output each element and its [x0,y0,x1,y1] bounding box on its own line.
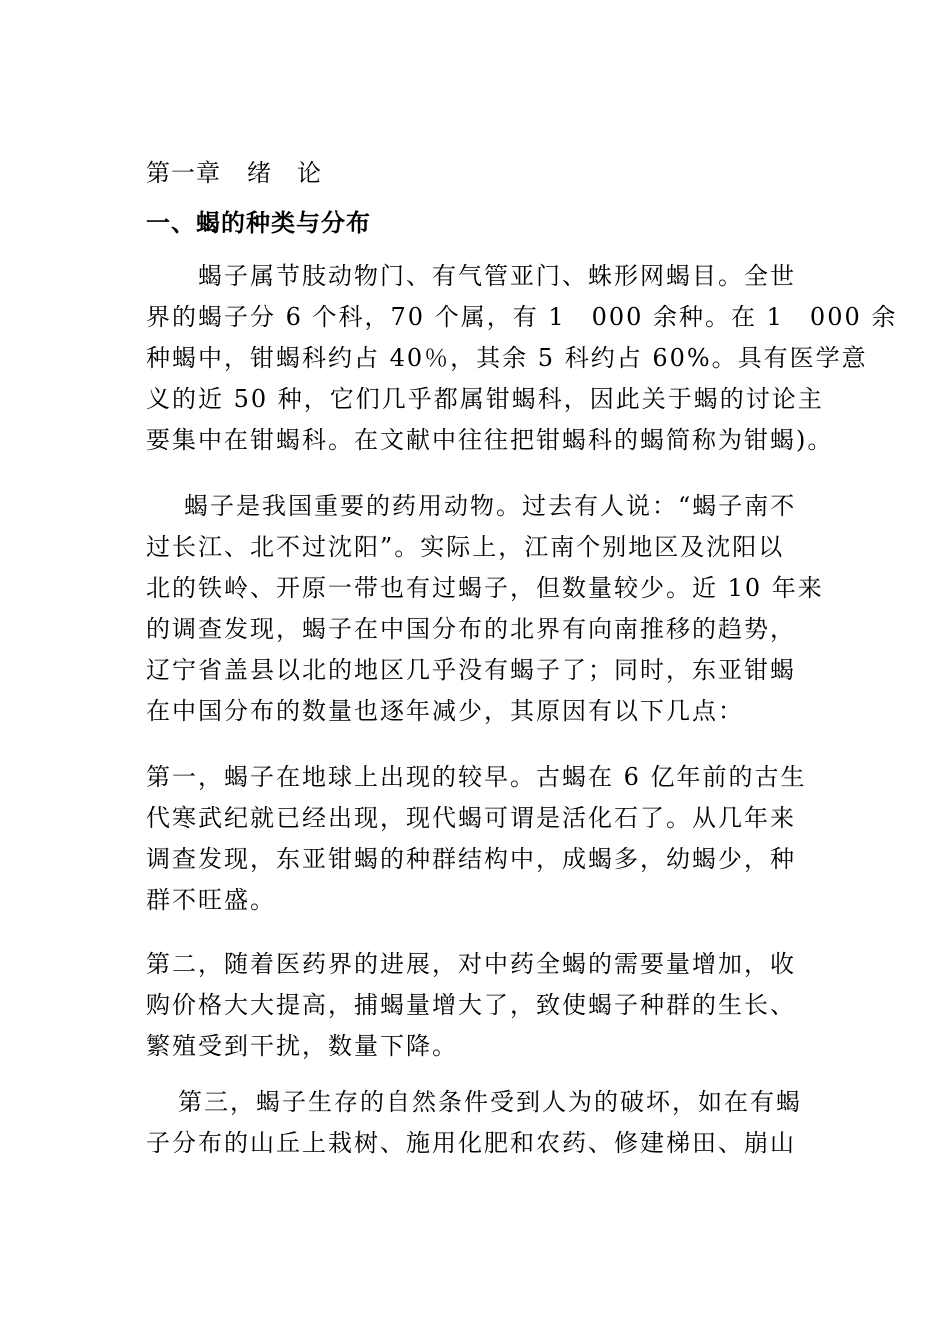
paragraph-line: 第三，蝎子生存的自然条件受到人为的破坏，如在有蝎 [178,1088,802,1116]
paragraph-line: 第二，随着医药界的进展，对中药全蝎的需要量增加，收 [146,950,796,978]
paragraph-line: 过长江、北不过沈阳”。实际上，江南个别地区及沈阳以 [146,533,785,561]
paragraph-line: 辽宁省盖县以北的地区几乎没有蝎子了；同时，东亚钳蝎 [146,656,796,684]
chapter-heading [146,156,806,190]
paragraph-line: 要集中在钳蝎科。在文献中往往把钳蝎科的蝎简称为钳蝎)。 [146,426,834,454]
paragraph-distribution [146,486,824,732]
paragraph-reason-two [146,944,806,1067]
paragraph-line: 蝎子属节肢动物门、有气管亚门、蛛形网蝎目。全世 [198,262,796,290]
paragraph-line: 蝎子是我国重要的药用动物。过去有人说：“蝎子南不 [184,492,797,520]
paragraph-reason-one [146,757,806,921]
paragraph-line: 子分布的山丘上栽树、施用化肥和农药、修建梯田、崩山 [146,1129,796,1157]
paragraph-line: 北的铁岭、开原一带也有过蝎子，但数量较少。近 10 年来 [146,574,824,602]
paragraph-line: 的调查发现，蝎子在中国分布的北界有向南推移的趋势， [146,615,796,643]
chapter-number: 第一章 [146,159,221,187]
paragraph-reason-three [146,1082,806,1164]
section-heading: 一、蝎的种类与分布 [146,208,371,237]
paragraph-line: 购价格大大提高，捕蝎量增大了，致使蝎子种群的生长、 [146,991,796,1019]
paragraph-line: 繁殖受到干扰，数量下降。 [146,1032,458,1060]
paragraph-line: 调查发现，东亚钳蝎的种群结构中，成蝎多，幼蝎少，种 [146,845,796,873]
paragraph-line: 代寒武纪就已经出现，现代蝎可谓是活化石了。从几年来 [146,804,796,832]
paragraph-line: 义的近 50 种，它们几乎都属钳蝎科，因此关于蝎的讨论主 [146,385,824,413]
paragraph-line: 第一，蝎子在地球上出现的较早。古蝎在 6 亿年前的古生 [146,763,807,791]
chapter-title: 绪 论 [247,159,322,187]
paragraph-line: 群不旺盛。 [146,886,276,914]
paragraph-line: 种蝎中，钳蝎科约占 40％，其余 5 科约占 60%。具有医学意 [146,344,868,372]
paragraph-line: 在中国分布的数量也逐年减少，其原因有以下几点： [146,697,744,725]
paragraph-line: 界的蝎子分 6 个科，70 个属，有 1 000 余种。在 1 000 余 [146,303,898,331]
paragraph-classification [146,256,898,461]
